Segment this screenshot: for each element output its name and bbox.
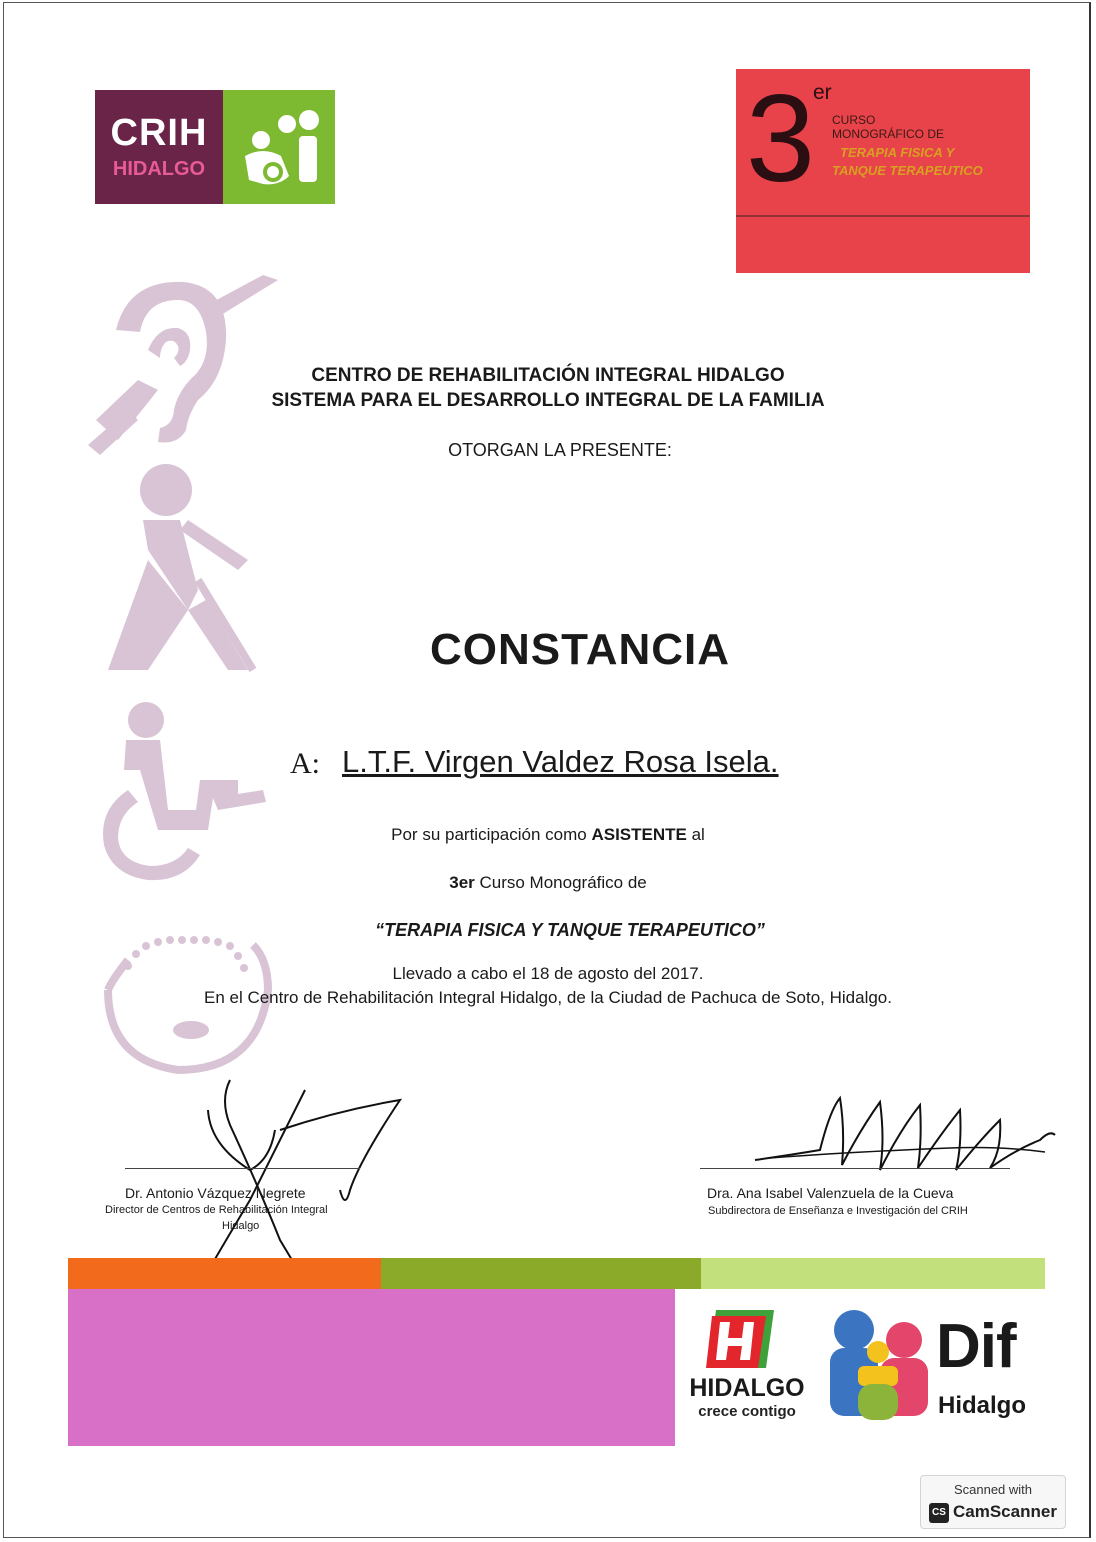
- band-pink: [68, 1289, 675, 1446]
- participation-pre: Por su participación como: [391, 825, 592, 844]
- left-signer-title: Director de Centros de Rehabilitación Integral: [105, 1204, 328, 1216]
- badge-line-3: TERAPIA FISICA Y: [840, 145, 955, 160]
- course-title: “TERAPIA FISICA Y TANQUE TERAPEUTICO”: [375, 920, 765, 940]
- institution-line-1: CENTRO DE REHABILITACIÓN INTEGRAL HIDALGO: [311, 365, 785, 386]
- badge-line-1: CURSO: [832, 113, 876, 127]
- camscanner-name: CamScanner: [953, 1502, 1057, 1521]
- camscanner-badge: [920, 1475, 1066, 1529]
- badge-line-4: TANQUE TERAPEUTICO: [832, 163, 983, 178]
- dif-family-icon: [818, 1300, 936, 1424]
- crih-logo-sub: HIDALGO: [112, 158, 206, 180]
- crih-logo-wordmark: [95, 90, 223, 204]
- band-olive: [381, 1258, 701, 1289]
- badge-line-2: MONOGRÁFICO DE: [832, 127, 945, 141]
- camscanner-top: Scanned with: [953, 1482, 1033, 1497]
- badge-number: 3: [746, 70, 815, 208]
- signature-right: [750, 1090, 1060, 1180]
- left-signer-title-2: Hidalgo: [222, 1220, 260, 1232]
- blind-person-icon: [108, 464, 253, 670]
- grant-line: OTORGAN LA PRESENTE:: [448, 440, 672, 460]
- badge-suffix: er: [813, 81, 832, 104]
- signature-line-left: [125, 1168, 360, 1169]
- signature-line-right: [700, 1168, 1010, 1169]
- dif-wordmark: Dif: [936, 1312, 1016, 1381]
- institution-line-2: SISTEMA PARA EL DESARROLLO INTEGRAL DE LA FAMILIA: [271, 390, 825, 411]
- crih-logo: [95, 90, 335, 204]
- course-number: 3er: [449, 873, 475, 892]
- hidalgo-h-logo: [706, 1306, 776, 1372]
- camscanner-icon: CS: [929, 1503, 949, 1523]
- family-icon: [223, 90, 335, 204]
- band-orange: [68, 1258, 381, 1289]
- right-signer-name: Dra. Ana Isabel Valenzuela de la Cueva: [707, 1185, 954, 1201]
- hidalgo-slogan: crece contigo: [698, 1403, 796, 1420]
- document-title: CONSTANCIA: [429, 625, 731, 674]
- recipient-prefix: A:: [290, 747, 320, 780]
- place-line: En el Centro de Rehabilitación Integral Hidalgo, de la Ciudad de Pachuca de Soto, Hidalgo.: [203, 988, 892, 1007]
- badge-divider: [736, 215, 1030, 217]
- dif-sub: Hidalgo: [938, 1392, 1026, 1419]
- right-signer-title: Subdirectora de Enseñanza e Investigación del CRIH: [708, 1205, 968, 1217]
- wheelchair-icon: [103, 702, 266, 880]
- date-line: Llevado a cabo el 18 de agosto del 2017.: [392, 964, 704, 983]
- participation-line: [0, 824, 1096, 846]
- participation-post: al: [686, 825, 705, 844]
- participation-role: ASISTENTE: [591, 825, 687, 844]
- band-lime: [701, 1258, 1045, 1289]
- left-signer-name: Dr. Antonio Vázquez Negrete: [125, 1185, 306, 1201]
- recipient-name: L.T.F. Virgen Valdez Rosa Isela.: [342, 744, 779, 779]
- course-text: Curso Monográfico de: [474, 873, 647, 892]
- crih-logo-word: CRIH: [110, 112, 208, 154]
- course-badge: [736, 69, 1030, 273]
- course-line: [0, 872, 1096, 894]
- hidalgo-wordmark: HIDALGO: [689, 1374, 805, 1402]
